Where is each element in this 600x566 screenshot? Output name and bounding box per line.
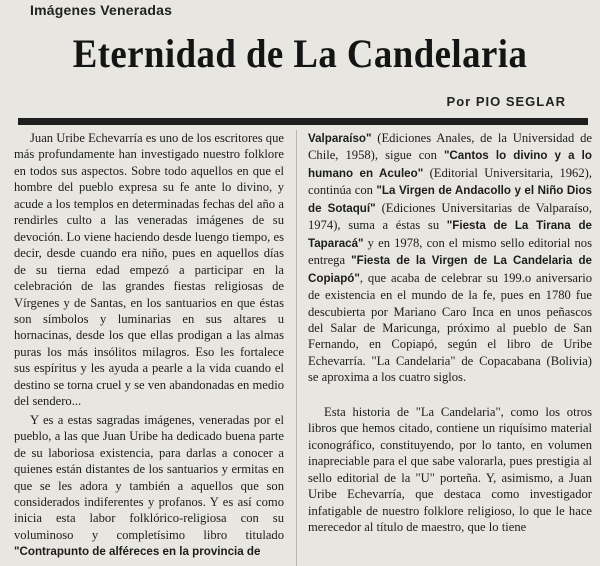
- book-title-valparaiso: Valparaíso": [308, 132, 372, 145]
- book-title-cantos: "Cantos lo divino y a lo humano en Aculeo": [308, 149, 592, 180]
- right-paragraph-2: Esta historia de "La Candelaria", como los otros libros que hemos citado, contiene un riquísimo material iconográfico, constituyendo, por lo tanto, en volumen inapreciable para el que sabe valorarla, pues prestigia al sello editorial de la "U" porteña. Y, asimismo, a Juan Uribe Echevarría, que destaca como investigador infatigable de nuestro folklore religioso, lo que le hace merecedor al título de maestro, que lo tiene: [308, 404, 592, 534]
- paragraph-gap: [308, 386, 592, 404]
- right-text-d: y en 1978, con el mismo sello editorial nos entrega: [308, 235, 592, 268]
- left-paragraph-2: [14, 412, 284, 561]
- book-title-contrapunto: "Contrapunto de alféreces en la provincia de: [14, 545, 261, 559]
- byline: Por PIO SEGLAR: [446, 94, 566, 109]
- headline: Eternidad de La Candelaria: [72, 31, 528, 76]
- left-paragraph-2-text: Y es a estas sagradas imágenes, veneradas por el pueblo, a las que Juan Uribe ha dedicado buena parte de su laboriosa existencia, para darlas a conocer a quienes están distantes de los santuarios y ermitas en que se les adora y también a aquellos que son considerados indiferentes y profanos. Y es así como inicia esta labor folklórico-religiosa con su voluminoso y completísimo libro titulado: [14, 412, 284, 542]
- right-text-b: (Editorial Universitaria, 1962), continúa con: [308, 165, 592, 198]
- title-rule: [18, 118, 588, 125]
- right-text-e: , que acaba de celebrar su 199.o aniversario de existencia en el mundo de la fe, pues en 1780 fue descubierta por Mariano Caro Inca en unos peñascos del Salar de Maricunga, próximo al pueblo de San Fernando, en Copiapó, según el libro de Uribe Echevarría. "La Candelaria" de Copacabana (Bolivia) se aproxima a los cuatro siglos.: [308, 270, 592, 385]
- book-title-tirana: "Fiesta de La Tirana de Taparacá": [308, 219, 592, 250]
- right-text-c: (Ediciones Universitarias de Valparaíso, 1974), suma a éstas su: [308, 200, 592, 233]
- book-title-andacollo: "La Virgen de Andacollo y el Niño Dios de Sotaquí": [308, 184, 592, 215]
- left-paragraph-1: Juan Uribe Echevarría es uno de los escritores que más profundamente han investigado nuestro folklore en todos sus aspectos. Sobre todo aquellos en que el hombre del pueblo expresa su fe ante lo divino, y acude a los templos en determinadas fechas del año a rendirles culto a las veneradas imágenes de su devoción. Lo viene haciendo desde luengo tiempo, es decir, desde cuando era niño, pues en aquellos días de su tierna edad empezó a participar en la celebración de las grandes fiestas religiosas de Vírgenes y de Santas, en los santuarios en que éstas son símbolos y luminarias en sus altares u hornacinas, desde los que ellas prodigan a las almas puras los más insólitos milagros. Eso les fortalece sus espíritus y les ayuda a pearle a la vida cuando el destino se torna cruel y se ven abandonadas en medio del sendero...: [14, 131, 284, 409]
- section-label: Imágenes Veneradas: [30, 2, 173, 18]
- right-paragraph-1: [308, 130, 592, 386]
- column-divider: [296, 130, 297, 566]
- book-title-candelaria: "Fiesta de la Virgen de La Candelaria de Copiapó": [308, 254, 592, 285]
- left-column: [14, 130, 284, 561]
- right-column: [308, 130, 592, 535]
- right-text-a: (Ediciones Anales, de la Universidad de Chile, 1958), sigue con: [308, 131, 592, 163]
